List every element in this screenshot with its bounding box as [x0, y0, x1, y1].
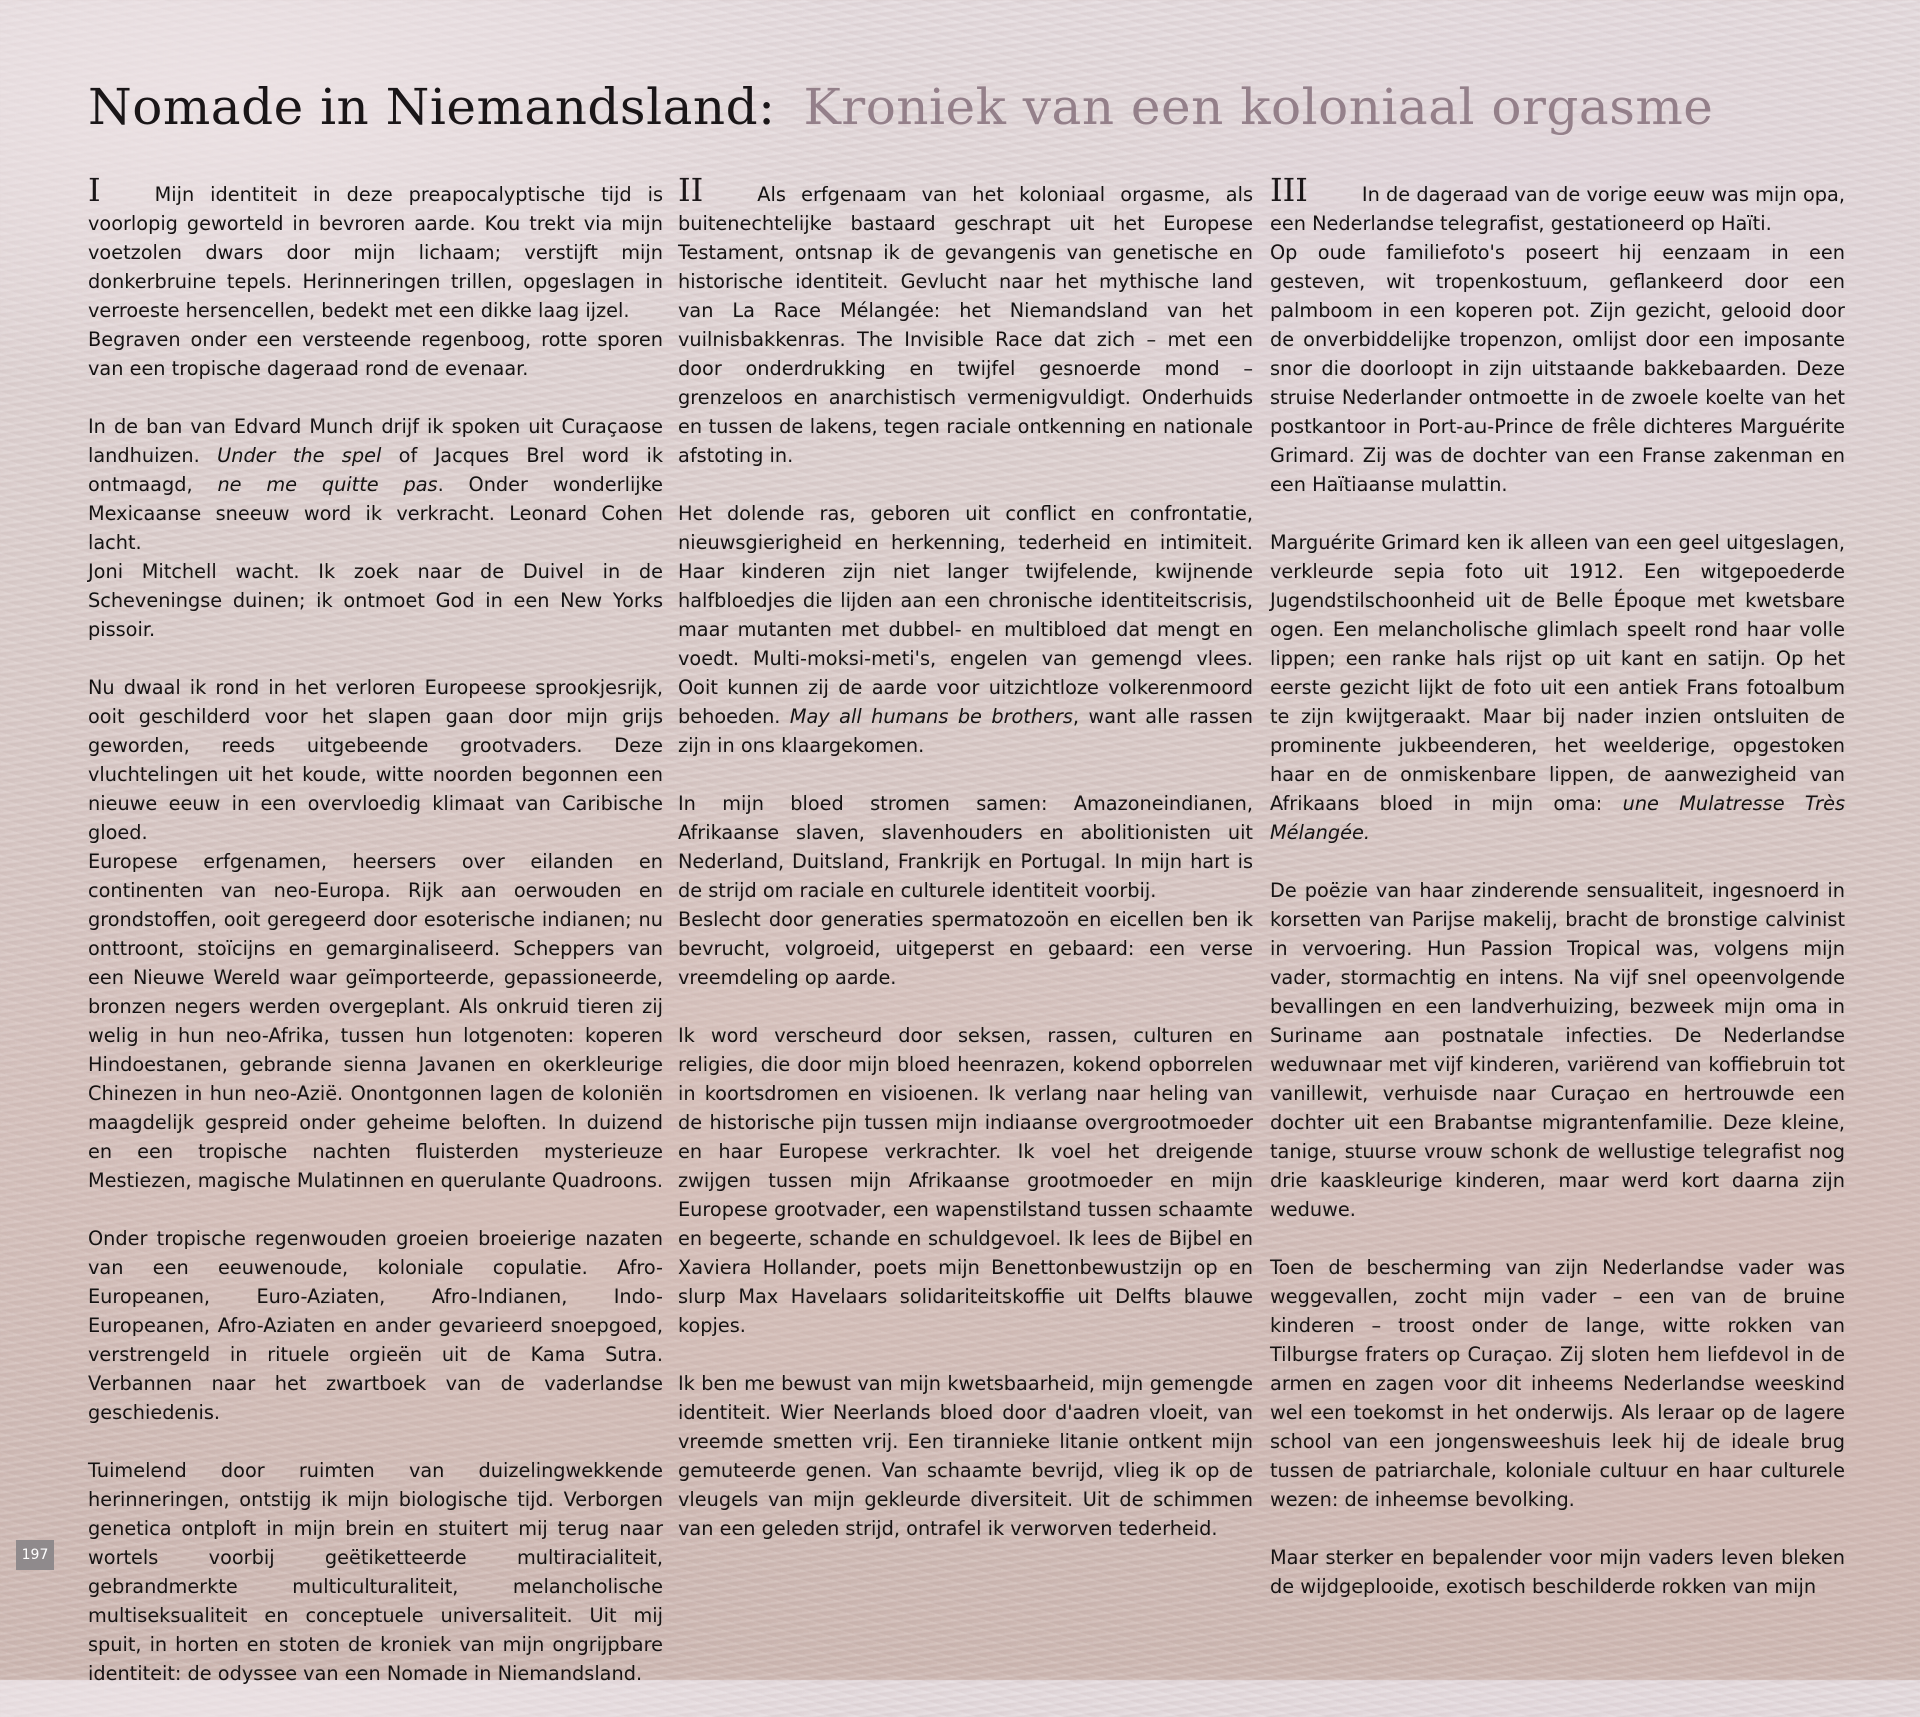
paragraph-text: Maar sterker en bepalender voor mijn vaders leven bleken de wijdgeplooide, exotisch beschilderde rokken van mijn [1270, 1546, 1845, 1598]
paragraph [88, 673, 663, 847]
paragraph-text: Tuimelend door ruimten van duizelingwekkende herinneringen, ontstijg ik mijn biologische tijd. Verborgen genetica ontploft in mijn brein en stuitert mij terug naar wortels voorbij geëtiketteerde multiracialiteit, gebrandmerkte multiculturaliteit, melancholische multiseksualiteit en conceptuele universaliteit. Uit mij spuit, in horten en stoten de kroniek van mijn ongrijpbare identiteit: de odyssee van een Nomade in Niemandsland. [88, 1459, 663, 1685]
paragraph-text: De poëzie van haar zinderende sensualiteit, ingesnoerd in korsetten van Parijse makelij, bracht de bronstige calvinist in vervoering. Hun Passion Tropical was, volgens mijn vader, stormachtig en intens. Na vijf snel opeenvolgende bevallingen en een landverhuizing, bezweek mijn oma in Suriname aan postnatale infecties. De Nederlandse weduwnaar met vijf kinderen, variërend van koffiebruin tot vanillewit, verhuisde naar Curaçao en hertrouwde een dochter uit een Brabantse migrantenfamilie. Deze kleine, tanige, stuurse vrouw schonk de wellustige telegrafist nog drie kaaskleurige kinderen, maar werd kort daarna zijn weduwe. [1270, 879, 1845, 1221]
paragraph-text: , want alle rassen zijn in ons klaargekomen. [678, 705, 1253, 757]
column-two [678, 171, 1253, 1572]
paragraph [88, 171, 663, 325]
paragraph-text: Ik word verscheurd door seksen, rassen, culturen en religies, die door mijn bloed heenrazen, kokend opborrelen in koortsdromen en visioenen. Ik verlang naar heling van de historische pijn tussen mijn indiaanse overgrootmoeder en haar Europese verkrachter. Ik voel het dreigende zwijgen tussen mijn Afrikaanse grootmoeder en mijn Europese grootvader, een wapenstilstand tussen schaamte en begeerte, schande en schuldgevoel. Ik lees de Bijbel en Xaviera Hollander, poets mijn Benettonbewustzijn op en slurp Max Havelaars solidariteitskoffie uit Delfts blauwe kopjes. [678, 1024, 1253, 1337]
paragraph [1270, 876, 1845, 1224]
paragraph-text: Mijn identiteit in deze preapocalyptische tijd is voorlopig geworteld in bevroren aarde. Kou trekt via mijn voetzolen dwars door mijn lichaam; verstijft mijn donkerbruine tepels. Herinneringen trillen, opgeslagen in verroeste hersencellen, bedekt met een dikke laag ijzel. [88, 183, 663, 322]
paragraph-text: Nu dwaal ik rond in het verloren Europeese sprookjesrijk, ooit geschilderd voor het slapen gaan door mijn grijs geworden, reeds uitgebeende grootvaders. Deze vluchtelingen uit het koude, witte noorden begonnen een nieuwe eeuw in een overvloedig klimaat van Caribische gloed. [88, 676, 663, 844]
italic-phrase: Under the spel [217, 444, 382, 467]
paragraph-text: In mijn bloed stromen samen: Amazoneindianen, Afrikaanse slaven, slavenhouders en abolitionisten uit Nederland, Duitsland, Frankrijk en Portugal. In mijn hart is de strijd om raciale en culturele identiteit voorbij. [678, 792, 1253, 902]
paragraph [678, 905, 1253, 992]
title-main: Nomade in Niemandsland: [88, 78, 776, 136]
paragraph [678, 789, 1253, 905]
paragraph-text: In de dageraad van de vorige eeuw was mijn opa, een Nederlandse telegrafist, gestationeerd op Haïti. [1270, 183, 1845, 235]
paragraph-text: Ik ben me bewust van mijn kwetsbaarheid, mijn gemengde identiteit. Wier Neerlands bloed door d'aadren vloeit, van vreemde smetten vrij. Een tirannieke litanie ontkent mijn gemuteerde genen. Van schaamte bevrijd, vlieg ik op de vleugels van mijn gekleurde diversiteit. Uit de schimmen van een geleden strijd, ontrafel ik verworven tederheid. [678, 1372, 1253, 1540]
paragraph [1270, 1253, 1845, 1514]
paragraph [88, 557, 663, 644]
paragraph [88, 1224, 663, 1427]
paragraph [678, 499, 1253, 760]
paragraph [678, 1021, 1253, 1340]
paragraph [678, 171, 1253, 470]
paragraph-text: Onder tropische regenwouden groeien broeierige nazaten van een eeuwenoude, koloniale copulatie. Afro-Europeanen, Euro-Aziaten, Afro-Indianen, Indo-Europeanen, Afro-Aziaten en ander gevarieerd snoepgoed, verstrengeld in rituele orgieën uit de Kama Sutra. Verbannen naar het zwartboek van de vaderlandse geschiedenis. [88, 1227, 663, 1424]
paragraph-text: Toen de bescherming van zijn Nederlandse vader was weggevallen, zocht mijn vader – een van de bruine kinderen – troost onder de lange, witte rokken van Tilburgse fraters op Curaçao. Zij sloten hem liefdevol in de armen en zagen voor dit inheems Nederlandse weeskind wel een toekomst in het onderwijs. Als leraar op de lagere school van een jongensweeshuis leek hij de ideale brug tussen de patriarchale, koloniale cultuur en haar culturele wezen: de inheemse bevolking. [1270, 1256, 1845, 1511]
paragraph-text: Joni Mitchell wacht. Ik zoek naar de Duivel in de Scheveningse duinen; ik ontmoet God in een New Yorks pissoir. [88, 560, 663, 641]
paragraph-text: . Onder wonderlijke Mexicaanse sneeuw word ik verkracht. Leonard Cohen lacht. [88, 473, 664, 554]
title-subtitle: Kroniek van een koloniaal orgasme [803, 78, 1714, 136]
paragraph [88, 1456, 663, 1688]
paragraph-text: of Jacques Brel word ik ontmaagd, [88, 444, 663, 496]
column-three [1270, 171, 1845, 1630]
section-numeral: I [88, 171, 101, 209]
section-numeral: II [678, 171, 704, 209]
paragraph [1270, 528, 1845, 847]
paragraph [1270, 1543, 1845, 1601]
paragraph [1270, 238, 1845, 499]
italic-phrase: May all humans be brothers [789, 705, 1073, 728]
paragraph [88, 847, 663, 1195]
paragraph-text: In de ban van Edvard Munch drijf ik spoken uit Curaçaose landhuizen. [88, 415, 663, 467]
page-number: 197 [16, 1540, 54, 1570]
paragraph [1270, 171, 1845, 238]
paragraph-text: Beslecht door generaties spermatozoön en eicellen ben ik bevrucht, volgroeid, uitgeperst en gebaard: een verse vreemdeling op aarde. [678, 908, 1253, 989]
paragraph [88, 325, 663, 383]
column-one [88, 171, 664, 1717]
paragraph-text: Op oude familiefoto's poseert hij eenzaam in een gesteven, wit tropenkostuum, geflankeerd door een palmboom in een koperen pot. Zijn gezicht, gelooid door de onverbiddelijke tropenzon, omlijst door een imposante snor die doorloopt in zijn uitstaande bakkebaarden. Deze struise Nederlander ontmoette in de zwoele koelte van het postkantoor in Port-au-Prince de frêle dichteres Marguérite Grimard. Zij was de dochter van een Franse zakenman en een Haïtiaanse mulattin. [1270, 241, 1845, 496]
page-title [88, 78, 1713, 136]
italic-phrase: une Mulatresse Très Mélangée. [1270, 792, 1845, 844]
italic-phrase: ne me quitte pas [217, 473, 438, 496]
paragraph-text: Marguérite Grimard ken ik alleen van een geel uitgeslagen, verkleurde sepia foto uit 1912. Een witgepoederde Jugendstilschoonheid uit de Belle Époque met kwetsbare ogen. Een melancholische glimlach speelt rond haar volle lippen; een ranke hals rijst op uit kant en satijn. Op het eerste gezicht lijkt de foto uit een antiek Frans fotoalbum te zijn kwijtgeraakt. Maar bij nader inzien ontsluiten de prominente jukbeenderen, het weelderige, opgestoken haar en de onmiskenbare lippen, de aanwezigheid van Afrikaans bloed in mijn oma: [1270, 531, 1845, 815]
paragraph-text: Begraven onder een versteende regenboog, rotte sporen van een tropische dageraad rond de evenaar. [88, 328, 663, 380]
paragraph [678, 1369, 1253, 1543]
paragraph-text: Het dolende ras, geboren uit conflict en confrontatie, nieuwsgierigheid en herkenning, tederheid en intimiteit. Haar kinderen zijn niet langer twijfelende, kwijnende halfbloedjes die lijden aan een chronische identiteitscrisis, maar mutanten met dubbel- en multibloed dat mengt en voedt. Multi-moksi-meti's, engelen van gemengd vlees. Ooit kunnen zij de aarde voor uitzichtloze volkerenmoord behoeden. [678, 502, 1253, 728]
paragraph-text: Als erfgenaam van het koloniaal orgasme, als buitenechtelijke bastaard geschrapt uit het Europese Testament, ontsnap ik de gevangenis van genetische en historische identiteit. Gevlucht naar het mythische land van La Race Mélangée: het Niemandsland van het vuilnisbakkenras. The Invisible Race dat zich – met een door onderdrukking en twijfel gesnoerde mond – grenzeloos en anarchistisch vermenigvuldigt. Onderhuids en tussen de lakens, tegen raciale ontkenning en nationale afstoting in. [678, 183, 1253, 467]
paragraph [88, 412, 663, 557]
paragraph-text: Europese erfgenamen, heersers over eilanden en continenten van neo-Europa. Rijk aan oerwouden en grondstoffen, ooit geregeerd door esoterische indianen; nu onttroont, stoïcijns en gemarginaliseerd. Scheppers van een Nieuwe Wereld waar geïmporteerde, gepassioneerde, bronzen negers werden overgeplant. Als onkruid tieren zij welig in hun neo-Afrika, tussen hun lotgenoten: koperen Hindoestanen, gebrande sienna Javanen en okerkleurige Chinezen in hun neo-Azië. Onontgonnen lagen de koloniën maagdelijk gespreid onder geheime beloften. In duizend en een tropische nachten fluisterden mysterieuze Mestiezen, magische Mulatinnen en querulante Quadroons. [88, 850, 664, 1192]
section-numeral: III [1270, 171, 1308, 209]
